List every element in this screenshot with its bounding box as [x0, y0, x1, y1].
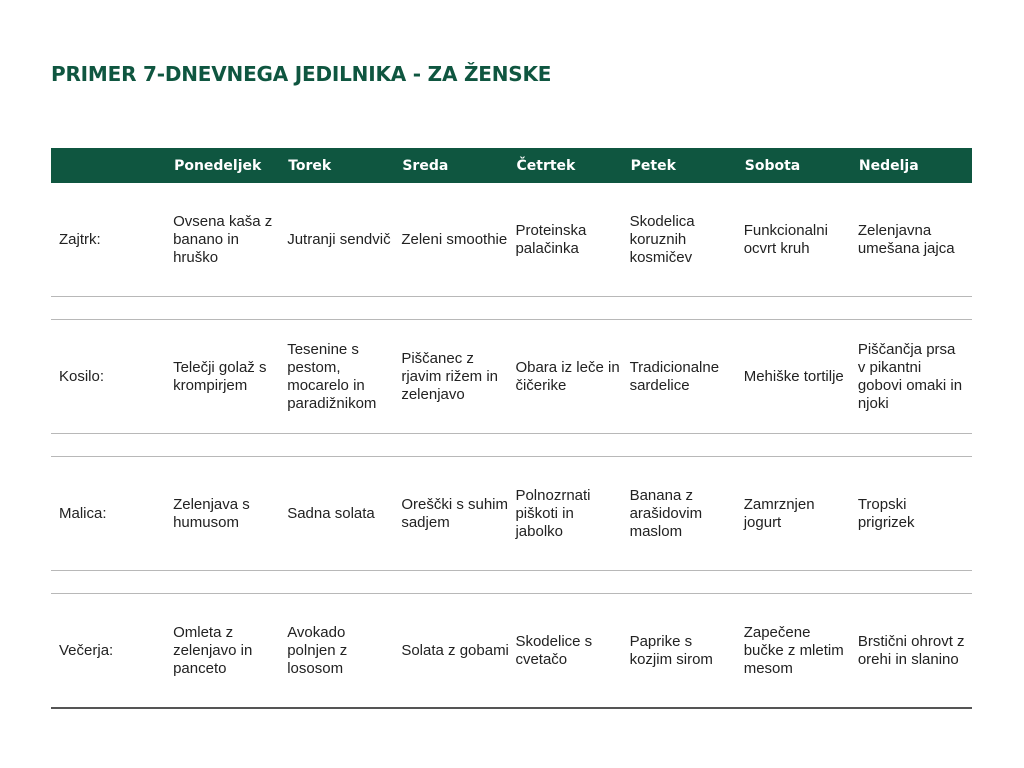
- table-cell: Tesenine s pestom, mocarelo in paradižnikom: [287, 340, 377, 412]
- header-day-wednesday: Sreda: [402, 157, 449, 174]
- table-cell: Brstični ohrovt z orehi in slanino: [857, 632, 965, 668]
- row-label: Kosilo:: [59, 367, 105, 385]
- table-cell: Zelenjava s humusom: [173, 495, 250, 531]
- table-cell: Tropski prigrizek: [857, 495, 915, 531]
- header-day-thursday: Četrtek: [516, 157, 576, 174]
- table-cell: Zapečene bučke z mletim mesom: [743, 623, 844, 677]
- row-divider: [51, 570, 972, 594]
- row-divider: [51, 296, 972, 320]
- table-cell: Omleta z zelenjavo in panceto: [173, 623, 253, 677]
- table-row-breakfast: [51, 183, 972, 296]
- table-cell: Avokado polnjen z lososom: [287, 623, 348, 677]
- table-cell: Obara iz leče in čičerike: [515, 358, 620, 394]
- table-cell: Piščančja prsa v pikantni gobovi omaki in njoki: [857, 340, 963, 412]
- table-cell: Zeleni smoothie: [401, 230, 508, 248]
- table-row-snack: [51, 457, 972, 570]
- table-row-dinner: [51, 594, 972, 707]
- table-cell: Piščanec z rjavim rižem in zelenjavo: [401, 349, 499, 403]
- row-label: Zajtrk:: [59, 230, 101, 248]
- header-day-sunday: Nedelja: [858, 157, 919, 174]
- table-cell: Mehiške tortilje: [743, 367, 844, 385]
- table-cell: Paprike s kozjim sirom: [629, 632, 713, 668]
- table-cell: Banana z arašidovim maslom: [629, 486, 703, 540]
- table-row-lunch: [51, 320, 972, 433]
- row-label: Večerja:: [59, 641, 114, 659]
- meal-plan-table: [51, 148, 972, 709]
- table-cell: Funkcionalni ocvrt kruh: [743, 221, 828, 257]
- table-cell: Proteinska palačinka: [515, 221, 587, 257]
- header-day-saturday: Sobota: [744, 157, 801, 174]
- header-day-monday: Ponedeljek: [174, 157, 262, 174]
- table-cell: Sadna solata: [287, 504, 375, 522]
- row-divider: [51, 433, 972, 457]
- table-cell: Skodelica koruznih kosmičev: [629, 212, 695, 266]
- table-cell: Solata z gobami: [401, 641, 509, 659]
- table-cell: Tradicionalne sardelice: [629, 358, 720, 394]
- table-cell: Telečji golaž s krompirjem: [173, 358, 267, 394]
- row-label: Malica:: [59, 504, 107, 522]
- table-cell: Skodelice s cvetačo: [515, 632, 593, 668]
- table-bottom-border: [51, 707, 972, 709]
- page-title: PRIMER 7-DNEVNEGA JEDILNIKA - ZA ŽENSKE: [51, 62, 552, 86]
- table-header: [51, 148, 972, 183]
- header-day-friday: Petek: [630, 157, 676, 174]
- table-cell: Ovsena kaša z banano in hruško: [173, 212, 273, 266]
- table-cell: Zelenjavna umešana jajca: [857, 221, 955, 257]
- table-cell: Polnozrnati piškoti in jabolko: [515, 486, 591, 540]
- table-cell: Zamrznjen jogurt: [743, 495, 815, 531]
- table-cell: Jutranji sendvič: [287, 230, 391, 248]
- header-day-tuesday: Torek: [288, 157, 332, 174]
- table-cell: Oreščki s suhim sadjem: [401, 495, 509, 531]
